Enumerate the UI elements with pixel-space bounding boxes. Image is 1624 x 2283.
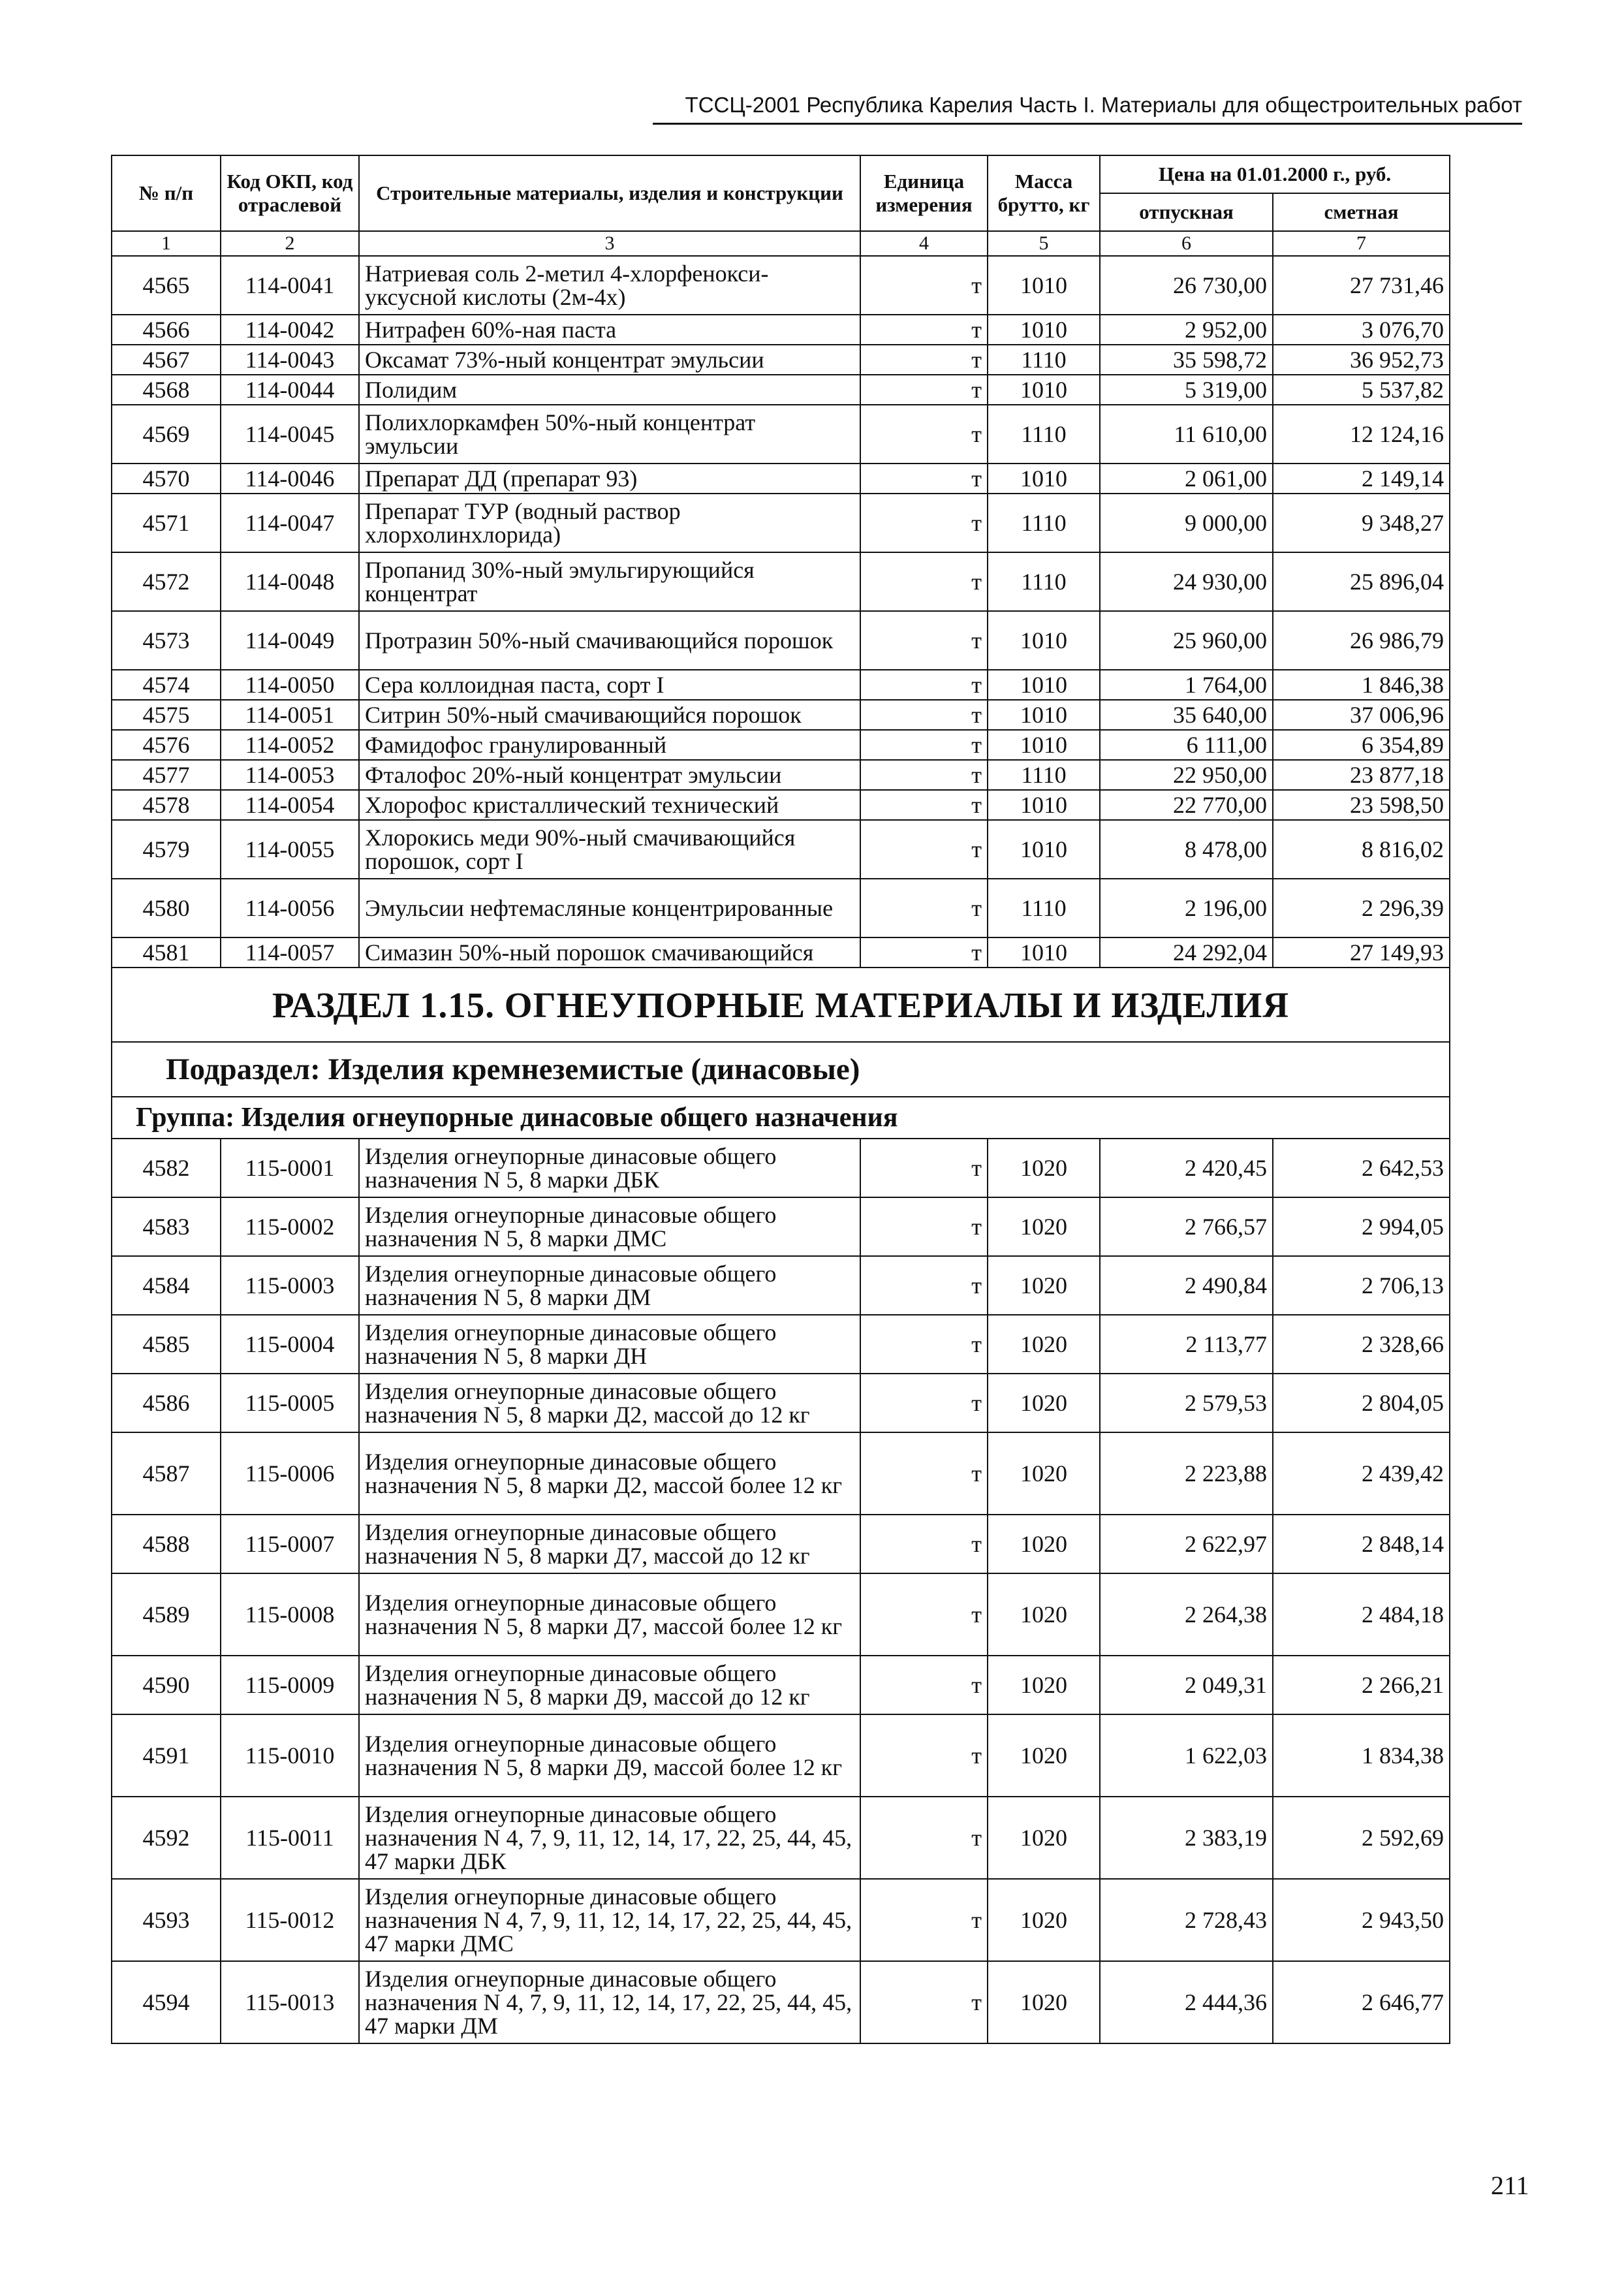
- table-row: [112, 1961, 1450, 2043]
- row-number-cell: 4592: [112, 1797, 221, 1879]
- unit-cell: т: [860, 375, 988, 405]
- header-num: № п/п: [112, 155, 221, 231]
- row-number-cell: 4571: [112, 494, 221, 552]
- material-name-cell: Нитрафен 60%-ная паста: [359, 315, 860, 345]
- header-rule: [653, 123, 1522, 125]
- estimate-price-cell: 2 994,05: [1273, 1197, 1450, 1256]
- mass-cell: 1020: [988, 1714, 1100, 1797]
- mass-cell: 1020: [988, 1573, 1100, 1656]
- unit-cell: т: [860, 1961, 988, 2043]
- estimate-price-cell: 23 877,18: [1273, 760, 1450, 790]
- material-name-cell: Изделия огнеупорные динасовые общего назначения N 5, 8 марки ДМ: [359, 1256, 860, 1315]
- row-number-cell: 4568: [112, 375, 221, 405]
- code-cell: 114-0042: [221, 315, 359, 345]
- estimate-price-cell: 2 642,53: [1273, 1139, 1450, 1197]
- release-price-cell: 26 730,00: [1100, 256, 1273, 315]
- column-number: 5: [988, 231, 1100, 256]
- unit-cell: т: [860, 315, 988, 345]
- release-price-cell: 2 766,57: [1100, 1197, 1273, 1256]
- code-cell: 115-0008: [221, 1573, 359, 1656]
- release-price-cell: 2 383,19: [1100, 1797, 1273, 1879]
- section-headings: [112, 968, 1450, 1139]
- estimate-price-cell: 2 439,42: [1273, 1432, 1450, 1515]
- page-number: 211: [1491, 2171, 1529, 2200]
- material-name-cell: Препарат ТУР (водный раствор хлорхолинхлорида): [359, 494, 860, 552]
- mass-cell: 1020: [988, 1656, 1100, 1714]
- unit-cell: т: [860, 494, 988, 552]
- material-name-cell: Оксамат 73%-ный концентрат эмульсии: [359, 345, 860, 375]
- section-row: [112, 968, 1450, 1042]
- release-price-cell: 5 319,00: [1100, 375, 1273, 405]
- code-cell: 114-0043: [221, 345, 359, 375]
- code-cell: 115-0010: [221, 1714, 359, 1797]
- material-name-cell: Препарат ДД (препарат 93): [359, 464, 860, 494]
- table-row: [112, 1432, 1450, 1515]
- table-row: [112, 820, 1450, 879]
- material-name-cell: Изделия огнеупорные динасовые общего назначения N 4, 7, 9, 11, 12, 14, 17, 22, 25, 44, 45, 47 марки ДБК: [359, 1797, 860, 1879]
- release-price-cell: 2 061,00: [1100, 464, 1273, 494]
- release-price-cell: 2 579,53: [1100, 1374, 1273, 1432]
- release-price-cell: 1 764,00: [1100, 670, 1273, 700]
- material-name-cell: Изделия огнеупорные динасовые общего назначения N 4, 7, 9, 11, 12, 14, 17, 22, 25, 44, 45, 47 марки ДМ: [359, 1961, 860, 2043]
- release-price-cell: 22 770,00: [1100, 790, 1273, 820]
- unit-cell: т: [860, 879, 988, 937]
- price-table: [111, 155, 1450, 2044]
- code-cell: 114-0045: [221, 405, 359, 464]
- unit-cell: т: [860, 1315, 988, 1374]
- unit-cell: т: [860, 1256, 988, 1315]
- column-number: 3: [359, 231, 860, 256]
- estimate-price-cell: 2 706,13: [1273, 1256, 1450, 1315]
- release-price-cell: 1 622,03: [1100, 1714, 1273, 1797]
- unit-cell: т: [860, 345, 988, 375]
- estimate-price-cell: 2 943,50: [1273, 1879, 1450, 1961]
- mass-cell: 1010: [988, 375, 1100, 405]
- column-numbers-row: [112, 231, 1450, 256]
- row-number-cell: 4575: [112, 700, 221, 730]
- material-name-cell: Полидим: [359, 375, 860, 405]
- material-name-cell: Хлорофос кристаллический технический: [359, 790, 860, 820]
- unit-cell: т: [860, 760, 988, 790]
- estimate-price-cell: 2 646,77: [1273, 1961, 1450, 2043]
- release-price-cell: 35 598,72: [1100, 345, 1273, 375]
- estimate-price-cell: 2 848,14: [1273, 1515, 1450, 1573]
- mass-cell: 1010: [988, 670, 1100, 700]
- mass-cell: 1010: [988, 820, 1100, 879]
- subsection-title: Подраздел: Изделия кремнеземистые (динасовые): [112, 1042, 1450, 1097]
- code-cell: 114-0046: [221, 464, 359, 494]
- material-name-cell: Изделия огнеупорные динасовые общего назначения N 5, 8 марки Д7, массой более 12 кг: [359, 1573, 860, 1656]
- table-row: [112, 730, 1450, 760]
- unit-cell: т: [860, 256, 988, 315]
- release-price-cell: 2 049,31: [1100, 1656, 1273, 1714]
- table-row: [112, 494, 1450, 552]
- row-number-cell: 4576: [112, 730, 221, 760]
- mass-cell: 1110: [988, 552, 1100, 611]
- estimate-price-cell: 2 328,66: [1273, 1315, 1450, 1374]
- estimate-price-cell: 23 598,50: [1273, 790, 1450, 820]
- code-cell: 114-0057: [221, 937, 359, 968]
- estimate-price-cell: 12 124,16: [1273, 405, 1450, 464]
- row-number-cell: 4566: [112, 315, 221, 345]
- release-price-cell: 2 444,36: [1100, 1961, 1273, 2043]
- mass-cell: 1020: [988, 1797, 1100, 1879]
- row-number-cell: 4594: [112, 1961, 221, 2043]
- mass-cell: 1010: [988, 464, 1100, 494]
- unit-cell: т: [860, 937, 988, 968]
- unit-cell: т: [860, 1374, 988, 1432]
- material-name-cell: Изделия огнеупорные динасовые общего назначения N 5, 8 марки ДН: [359, 1315, 860, 1374]
- subsection-row: [112, 1042, 1450, 1097]
- table-row: [112, 760, 1450, 790]
- row-number-cell: 4582: [112, 1139, 221, 1197]
- row-number-cell: 4583: [112, 1197, 221, 1256]
- section-title: РАЗДЕЛ 1.15. ОГНЕУПОРНЫЕ МАТЕРИАЛЫ И ИЗДЕЛИЯ: [112, 968, 1450, 1042]
- material-name-cell: Эмульсии нефтемасляные концентрированные: [359, 879, 860, 937]
- mass-cell: 1020: [988, 1374, 1100, 1432]
- table-row: [112, 700, 1450, 730]
- table-row: [112, 1256, 1450, 1315]
- estimate-price-cell: 27 731,46: [1273, 256, 1450, 315]
- estimate-price-cell: 2 266,21: [1273, 1656, 1450, 1714]
- code-cell: 114-0052: [221, 730, 359, 760]
- table-row: [112, 464, 1450, 494]
- estimate-price-cell: 9 348,27: [1273, 494, 1450, 552]
- row-number-cell: 4586: [112, 1374, 221, 1432]
- column-number: 1: [112, 231, 221, 256]
- table-row: [112, 315, 1450, 345]
- table-row: [112, 1315, 1450, 1374]
- code-cell: 114-0049: [221, 611, 359, 670]
- row-number-cell: 4579: [112, 820, 221, 879]
- table-body-top: [112, 256, 1450, 968]
- group-title: Группа: Изделия огнеупорные динасовые общего назначения: [112, 1097, 1450, 1139]
- unit-cell: т: [860, 1139, 988, 1197]
- mass-cell: 1020: [988, 1879, 1100, 1961]
- group-row: [112, 1097, 1450, 1139]
- table-row: [112, 937, 1450, 968]
- code-cell: 114-0053: [221, 760, 359, 790]
- row-number-cell: 4584: [112, 1256, 221, 1315]
- code-cell: 115-0001: [221, 1139, 359, 1197]
- unit-cell: т: [860, 405, 988, 464]
- estimate-price-cell: 6 354,89: [1273, 730, 1450, 760]
- estimate-price-cell: 1 846,38: [1273, 670, 1450, 700]
- unit-cell: т: [860, 790, 988, 820]
- row-number-cell: 4593: [112, 1879, 221, 1961]
- row-number-cell: 4565: [112, 256, 221, 315]
- table-row: [112, 256, 1450, 315]
- row-number-cell: 4574: [112, 670, 221, 700]
- code-cell: 114-0044: [221, 375, 359, 405]
- code-cell: 115-0007: [221, 1515, 359, 1573]
- code-cell: 115-0003: [221, 1256, 359, 1315]
- table-row: [112, 1515, 1450, 1573]
- mass-cell: 1110: [988, 405, 1100, 464]
- table-row: [112, 375, 1450, 405]
- mass-cell: 1110: [988, 494, 1100, 552]
- material-name-cell: Изделия огнеупорные динасовые общего назначения N 4, 7, 9, 11, 12, 14, 17, 22, 25, 44, 45, 47 марки ДМС: [359, 1879, 860, 1961]
- code-cell: 115-0004: [221, 1315, 359, 1374]
- mass-cell: 1020: [988, 1515, 1100, 1573]
- mass-cell: 1010: [988, 937, 1100, 968]
- material-name-cell: Изделия огнеупорные динасовые общего назначения N 5, 8 марки Д2, массой до 12 кг: [359, 1374, 860, 1432]
- estimate-price-cell: 2 804,05: [1273, 1374, 1450, 1432]
- table-row: [112, 670, 1450, 700]
- release-price-cell: 2 622,97: [1100, 1515, 1273, 1573]
- material-name-cell: Фамидофос гранулированный: [359, 730, 860, 760]
- mass-cell: 1010: [988, 700, 1100, 730]
- material-name-cell: Изделия огнеупорные динасовые общего назначения N 5, 8 марки ДБК: [359, 1139, 860, 1197]
- mass-cell: 1020: [988, 1139, 1100, 1197]
- code-cell: 114-0056: [221, 879, 359, 937]
- row-number-cell: 4570: [112, 464, 221, 494]
- mass-cell: 1020: [988, 1315, 1100, 1374]
- header-price-group: Цена на 01.01.2000 г., руб.: [1100, 155, 1450, 193]
- code-cell: 115-0006: [221, 1432, 359, 1515]
- unit-cell: т: [860, 1714, 988, 1797]
- column-number: 6: [1100, 231, 1273, 256]
- table-row: [112, 1656, 1450, 1714]
- release-price-cell: 2 728,43: [1100, 1879, 1273, 1961]
- estimate-price-cell: 36 952,73: [1273, 345, 1450, 375]
- header-code: Код ОКП, код отраслевой: [221, 155, 359, 231]
- table-body-bottom: [112, 1139, 1450, 2043]
- table-row: [112, 1714, 1450, 1797]
- release-price-cell: 22 950,00: [1100, 760, 1273, 790]
- mass-cell: 1110: [988, 760, 1100, 790]
- code-cell: 115-0012: [221, 1879, 359, 1961]
- unit-cell: т: [860, 552, 988, 611]
- estimate-price-cell: 25 896,04: [1273, 552, 1450, 611]
- row-number-cell: 4585: [112, 1315, 221, 1374]
- release-price-cell: 11 610,00: [1100, 405, 1273, 464]
- row-number-cell: 4569: [112, 405, 221, 464]
- release-price-cell: 2 113,77: [1100, 1315, 1273, 1374]
- unit-cell: т: [860, 1515, 988, 1573]
- estimate-price-cell: 1 834,38: [1273, 1714, 1450, 1797]
- material-name-cell: Изделия огнеупорные динасовые общего назначения N 5, 8 марки Д2, массой более 12 кг: [359, 1432, 860, 1515]
- release-price-cell: 24 930,00: [1100, 552, 1273, 611]
- release-price-cell: 8 478,00: [1100, 820, 1273, 879]
- mass-cell: 1010: [988, 730, 1100, 760]
- code-cell: 114-0048: [221, 552, 359, 611]
- release-price-cell: 2 952,00: [1100, 315, 1273, 345]
- column-number: 4: [860, 231, 988, 256]
- material-name-cell: Изделия огнеупорные динасовые общего назначения N 5, 8 марки ДМС: [359, 1197, 860, 1256]
- release-price-cell: 2 264,38: [1100, 1573, 1273, 1656]
- header-name: Строительные материалы, изделия и конструкции: [359, 155, 860, 231]
- material-name-cell: Сера коллоидная паста, сорт I: [359, 670, 860, 700]
- header-price-estimate: сметная: [1273, 193, 1450, 231]
- unit-cell: т: [860, 1656, 988, 1714]
- table-row: [112, 790, 1450, 820]
- estimate-price-cell: 3 076,70: [1273, 315, 1450, 345]
- unit-cell: т: [860, 464, 988, 494]
- material-name-cell: Протразин 50%-ный смачивающийся порошок: [359, 611, 860, 670]
- row-number-cell: 4581: [112, 937, 221, 968]
- unit-cell: т: [860, 730, 988, 760]
- code-cell: 114-0050: [221, 670, 359, 700]
- estimate-price-cell: 8 816,02: [1273, 820, 1450, 879]
- table-header: [112, 155, 1450, 256]
- mass-cell: 1010: [988, 256, 1100, 315]
- code-cell: 114-0047: [221, 494, 359, 552]
- row-number-cell: 4577: [112, 760, 221, 790]
- unit-cell: т: [860, 611, 988, 670]
- code-cell: 115-0005: [221, 1374, 359, 1432]
- code-cell: 114-0055: [221, 820, 359, 879]
- release-price-cell: 6 111,00: [1100, 730, 1273, 760]
- unit-cell: т: [860, 700, 988, 730]
- header-mass: Масса брутто, кг: [988, 155, 1100, 231]
- material-name-cell: Пропанид 30%-ный эмульгирующийся концентрат: [359, 552, 860, 611]
- table-row: [112, 1139, 1450, 1197]
- material-name-cell: Симазин 50%-ный порошок смачивающийся: [359, 937, 860, 968]
- row-number-cell: 4567: [112, 345, 221, 375]
- table-row: [112, 1197, 1450, 1256]
- table-row: [112, 405, 1450, 464]
- table-row: [112, 1879, 1450, 1961]
- row-number-cell: 4591: [112, 1714, 221, 1797]
- row-number-cell: 4590: [112, 1656, 221, 1714]
- estimate-price-cell: 37 006,96: [1273, 700, 1450, 730]
- table-row: [112, 345, 1450, 375]
- material-name-cell: Изделия огнеупорные динасовые общего назначения N 5, 8 марки Д7, массой до 12 кг: [359, 1515, 860, 1573]
- code-cell: 115-0002: [221, 1197, 359, 1256]
- material-name-cell: Ситрин 50%-ный смачивающийся порошок: [359, 700, 860, 730]
- estimate-price-cell: 26 986,79: [1273, 611, 1450, 670]
- mass-cell: 1010: [988, 790, 1100, 820]
- unit-cell: т: [860, 670, 988, 700]
- release-price-cell: 2 420,45: [1100, 1139, 1273, 1197]
- estimate-price-cell: 2 592,69: [1273, 1797, 1450, 1879]
- material-name-cell: Хлорокись меди 90%-ный смачивающийся порошок, сорт I: [359, 820, 860, 879]
- mass-cell: 1020: [988, 1197, 1100, 1256]
- row-number-cell: 4580: [112, 879, 221, 937]
- row-number-cell: 4573: [112, 611, 221, 670]
- release-price-cell: 2 223,88: [1100, 1432, 1273, 1515]
- code-cell: 114-0051: [221, 700, 359, 730]
- header-unit: Единица измерения: [860, 155, 988, 231]
- page-header: ТССЦ-2001 Республика Карелия Часть I. Материалы для общестроительных работ: [685, 93, 1522, 117]
- row-number-cell: 4587: [112, 1432, 221, 1515]
- header-price-release: отпускная: [1100, 193, 1273, 231]
- code-cell: 115-0011: [221, 1797, 359, 1879]
- unit-cell: т: [860, 1797, 988, 1879]
- unit-cell: т: [860, 1197, 988, 1256]
- code-cell: 114-0054: [221, 790, 359, 820]
- code-cell: 115-0009: [221, 1656, 359, 1714]
- release-price-cell: 24 292,04: [1100, 937, 1273, 968]
- estimate-price-cell: 27 149,93: [1273, 937, 1450, 968]
- mass-cell: 1110: [988, 345, 1100, 375]
- mass-cell: 1010: [988, 611, 1100, 670]
- table-row: [112, 1573, 1450, 1656]
- table-row: [112, 1374, 1450, 1432]
- unit-cell: т: [860, 820, 988, 879]
- material-name-cell: Фталофос 20%-ный концентрат эмульсии: [359, 760, 860, 790]
- unit-cell: т: [860, 1879, 988, 1961]
- unit-cell: т: [860, 1573, 988, 1656]
- table-row: [112, 879, 1450, 937]
- material-name-cell: Полихлоркамфен 50%-ный концентрат эмульсии: [359, 405, 860, 464]
- estimate-price-cell: 2 149,14: [1273, 464, 1450, 494]
- row-number-cell: 4589: [112, 1573, 221, 1656]
- material-name-cell: Изделия огнеупорные динасовые общего назначения N 5, 8 марки Д9, массой более 12 кг: [359, 1714, 860, 1797]
- row-number-cell: 4588: [112, 1515, 221, 1573]
- mass-cell: 1020: [988, 1432, 1100, 1515]
- table-row: [112, 552, 1450, 611]
- mass-cell: 1020: [988, 1961, 1100, 2043]
- table-row: [112, 611, 1450, 670]
- mass-cell: 1020: [988, 1256, 1100, 1315]
- material-name-cell: Изделия огнеупорные динасовые общего назначения N 5, 8 марки Д9, массой до 12 кг: [359, 1656, 860, 1714]
- mass-cell: 1010: [988, 315, 1100, 345]
- release-price-cell: 35 640,00: [1100, 700, 1273, 730]
- release-price-cell: 2 196,00: [1100, 879, 1273, 937]
- table-row: [112, 1797, 1450, 1879]
- code-cell: 114-0041: [221, 256, 359, 315]
- code-cell: 115-0013: [221, 1961, 359, 2043]
- mass-cell: 1110: [988, 879, 1100, 937]
- estimate-price-cell: 5 537,82: [1273, 375, 1450, 405]
- row-number-cell: 4572: [112, 552, 221, 611]
- release-price-cell: 9 000,00: [1100, 494, 1273, 552]
- column-number: 7: [1273, 231, 1450, 256]
- row-number-cell: 4578: [112, 790, 221, 820]
- material-name-cell: Натриевая соль 2-метил 4-хлорфенокси-уксусной кислоты (2м-4х): [359, 256, 860, 315]
- column-number: 2: [221, 231, 359, 256]
- estimate-price-cell: 2 484,18: [1273, 1573, 1450, 1656]
- release-price-cell: 25 960,00: [1100, 611, 1273, 670]
- unit-cell: т: [860, 1432, 988, 1515]
- release-price-cell: 2 490,84: [1100, 1256, 1273, 1315]
- estimate-price-cell: 2 296,39: [1273, 879, 1450, 937]
